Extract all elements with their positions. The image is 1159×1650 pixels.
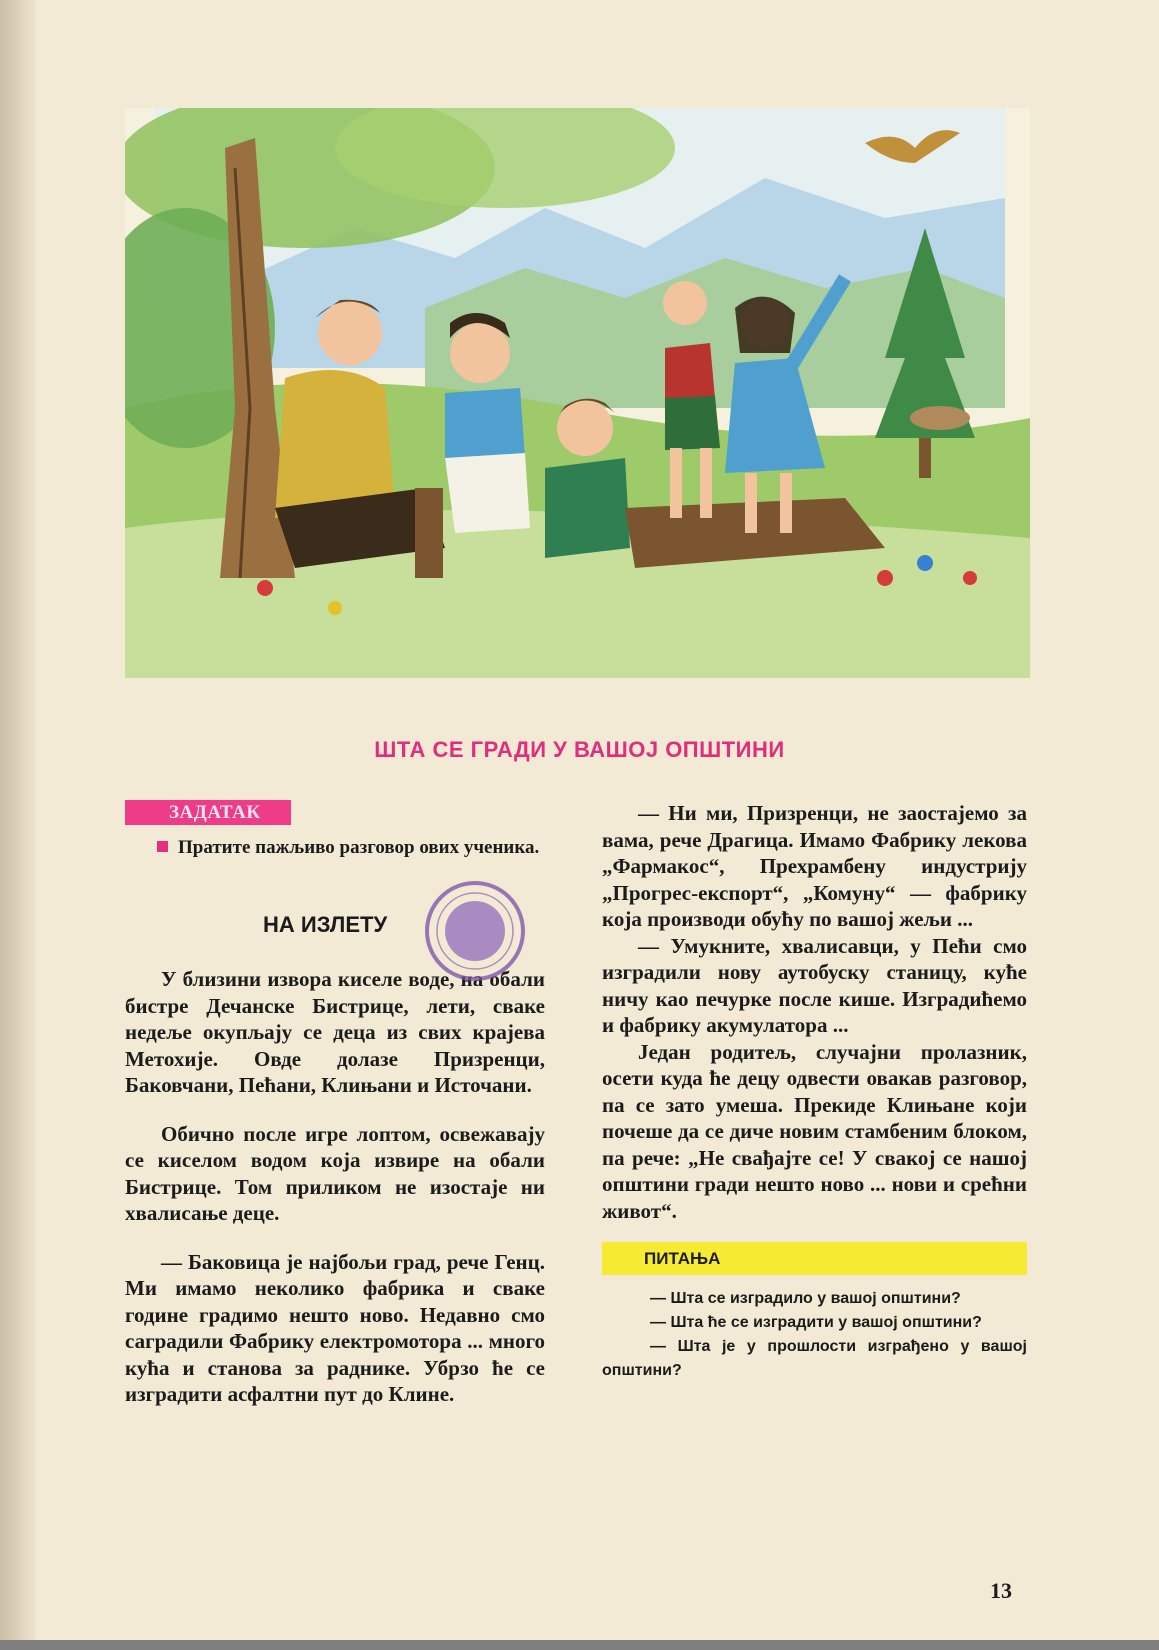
left-column	[125, 800, 545, 1408]
task-instruction	[125, 837, 545, 858]
page-number: 13	[990, 1578, 1012, 1603]
questions-label: ПИТАЊА	[602, 1242, 1027, 1275]
question-item: — Шта ће се изградити у вашој општини?	[650, 1314, 982, 1331]
question-item: — Шта се изградило у вашој општини?	[650, 1290, 961, 1307]
story-title-row	[125, 876, 545, 966]
story-paragraph-6: Један родитељ, случајни пролазник, осети куда ће децу одвести овакав разговор, па се зато умеша. Прекиде Клињане који почеше да се диче новим стамбеним блоком, па рече: „Не свађајте се! У свакој се нашој општини гради нешто ново ... нови и срећни живот“.	[602, 1039, 1027, 1223]
page-headline: ШТА СЕ ГРАДИ У ВАШОЈ ОПШТИНИ	[374, 737, 785, 762]
story-title: НА ИЗЛЕТУ	[263, 912, 388, 937]
task-text: Пратите пажљиво разговор ових ученика.	[178, 837, 540, 858]
scan-bottom-edge	[0, 1640, 1159, 1650]
page-gutter-shadow	[0, 0, 36, 1650]
story-paragraph-1: У близини извора киселе воде, на обали бистре Дечанске Бистрице, лети, сваке недеље окупљају се деца из свих крајева Метохије. Овде долазе Призренци, Баковчани, Пећани, Клињани и Источани.	[125, 967, 545, 1097]
task-label: ЗАДАТАК	[125, 800, 291, 825]
story-paragraph-3: — Баковица је најбољи град, рече Генц. Ми имамо неколико фабрика и сваке године градимо нешто ново. Недавно смо саградили Фабрику електромотора ... много кућа и станова за раднике. Убрзо ће се изградити асфалтни пут до Клине.	[125, 1249, 545, 1406]
library-stamp-icon	[420, 876, 530, 986]
story-paragraph-4: — Ни ми, Призренци, не заостајемо за вама, рече Драгица. Имамо Фабрику лекова „Фармакос“, Прехрамбену индустрију „Прогрес-експорт“, „Комуну“ — фабрику која производи обућу по вашој жељи ...	[602, 801, 1027, 931]
illustration-children-on-excursion	[125, 108, 1030, 678]
story-paragraph-5: — Умукните, хвалисавци, у Пећи смо изградили нову аутобуску станицу, куће ничу као печурке после кише. Изградићемо и фабрику акумулатора ...	[602, 933, 1027, 1037]
square-bullet-icon	[157, 841, 168, 852]
question-item: — Шта је у прошлости изграђено у вашој општини?	[602, 1338, 1027, 1379]
right-column	[602, 800, 1027, 1383]
story-paragraph-2: Обично после игре лоптом, освежавају се киселом водом која извире на обали Бистрице. Том приликом не изостаје ни хвалисање деце.	[125, 1121, 545, 1225]
